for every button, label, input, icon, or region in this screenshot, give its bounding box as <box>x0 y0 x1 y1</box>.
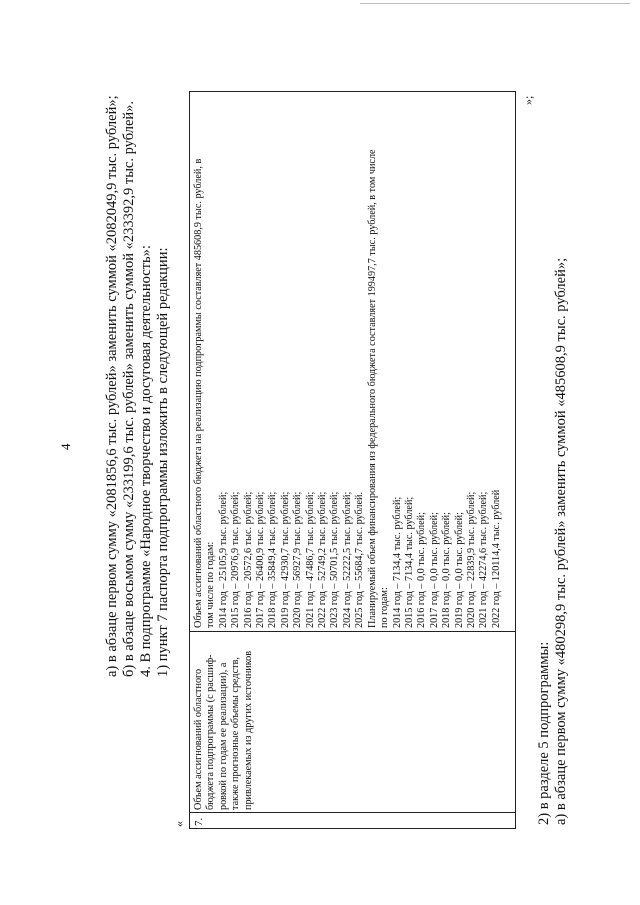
right-line: 2022 год – 52749,2 тыс. рублей; <box>317 491 329 628</box>
page-number: 4 <box>58 443 73 450</box>
right-line: 2025 год – 55684,7 тыс. рублей. <box>354 491 366 628</box>
quote-close: »; <box>521 95 535 105</box>
left-line: Объем ассигнований областного <box>193 668 204 810</box>
table-row-number: 7. <box>193 817 205 826</box>
right-line: 2021 год – 42274,6 тыс. рублей; <box>478 491 490 628</box>
right-line: 2019 год – 0,0 тыс. рублей; <box>453 512 465 628</box>
paragraph-a2: а) в абзаце первом сумму «480298,9 тыс. рублей» заменить суммой «485608,9 тыс. рублей»; <box>553 257 569 825</box>
right-line: 2019 год – 42930,7 тыс. рублей; <box>279 491 291 628</box>
right-line: Объем ассигнований областного бюджета на реализацию подпрограммы составляет 485608,9 тыс. рублей, в <box>193 158 204 628</box>
right-line: 2021 год – 47486,7 тыс. рублей; <box>304 491 316 628</box>
table-left-cell <box>193 634 255 810</box>
right-line: по годам: <box>379 587 391 628</box>
right-line: 2020 год – 22839,9 тыс. рублей; <box>465 491 477 628</box>
paragraph-item2: 2) в разделе 5 подпрограммы: <box>536 641 552 825</box>
paragraph-item4: 4. В подпрограмме «Народное творчество и досуговая деятельность»: <box>138 245 154 677</box>
right-line: 2024 год – 52222,5 тыс. рублей; <box>341 491 353 628</box>
right-line: 2016 год – 20572,6 тыс. рублей; <box>242 491 254 628</box>
left-line: также прогнозные объемы средств, <box>230 657 242 810</box>
left-line: привлекаемых из других источников <box>242 650 254 810</box>
table-divider <box>190 812 515 813</box>
left-line: ровкой по годам ее реализации), а <box>217 662 229 810</box>
right-line: 2018 год – 0,0 тыс. рублей; <box>441 512 453 628</box>
right-line: 2020 год – 56927,9 тыс. рублей; <box>292 491 304 628</box>
quote-open: « <box>172 821 186 827</box>
right-line: 2014 год – 25105,9 тыс. рублей; <box>217 491 229 628</box>
paragraph-item4-1: 1) пункт 7 паспорта подпрограммы изложить в следующей редакции: <box>155 247 171 677</box>
right-line: Планируемый объем финансирования из федерального бюджета составляет 199497,7 тыс. рублей, в том числе <box>366 149 378 628</box>
right-line: том числе по годам: <box>205 541 217 628</box>
paragraph-a1: а) в абзаце первом сумму «2081856,6 тыс. рублей» заменить суммой «2082049,9 тыс. рублей»; <box>104 95 120 677</box>
right-line: 2023 год – 50701,5 тыс. рублей; <box>329 491 341 628</box>
right-line: 2017 год – 0,0 тыс. рублей; <box>428 512 440 628</box>
paragraph-b1: б) в абзаце восьмом сумму «233199,6 тыс. рублей» заменить суммой «233392,9 тыс. рублей». <box>121 100 137 677</box>
passport-table <box>189 91 516 829</box>
right-line: 2015 год – 7134,4 тыс. рублей; <box>403 496 415 628</box>
left-line: бюджета подпрограммы (с расшиф- <box>205 654 217 810</box>
right-line: 2015 год – 20976,9 тыс. рублей; <box>230 491 242 628</box>
right-line: 2018 год – 35849,4 тыс. рублей; <box>267 491 279 628</box>
right-line: 2022 год – 120114,4 тыс. рублей <box>490 489 502 628</box>
table-right-cell <box>193 93 503 628</box>
right-line: 2014 год – 7134,4 тыс. рублей; <box>391 496 403 628</box>
table-divider <box>190 631 515 632</box>
right-line: 2016 год – 0,0 тыс. рублей; <box>416 512 428 628</box>
right-line: 2017 год – 26400,9 тыс. рублей; <box>255 491 267 628</box>
